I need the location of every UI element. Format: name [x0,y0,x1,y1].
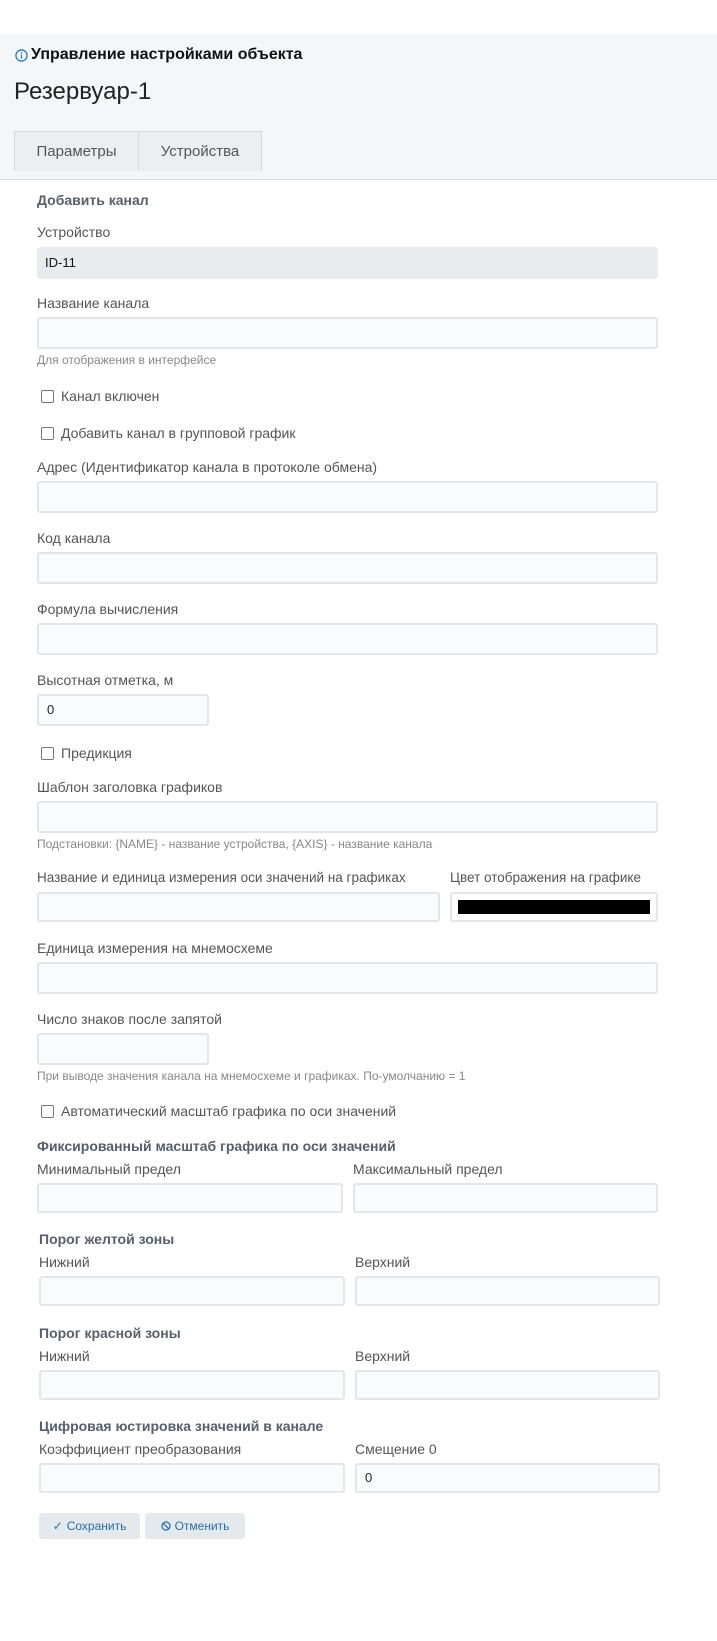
yellow-zone-title: Порог желтой зоны [39,1231,175,1247]
channel-name-hint: Для отображения в интерфейсе [37,353,217,367]
red-high-input[interactable] [355,1370,660,1400]
prediction-label: Предикция [61,745,132,761]
header-title-text: Управление настройками объекта [31,46,303,63]
yellow-high-input[interactable] [355,1276,660,1306]
cancel-button[interactable] [145,1513,245,1539]
auto-scale-checkbox[interactable] [41,1103,396,1119]
fixed-scale-title: Фиксированный масштаб графика по оси значений [37,1138,396,1154]
code-label: Код канала [37,530,111,546]
object-name: Резервуар-1 [14,78,152,105]
yellow-low-input[interactable] [39,1276,345,1306]
section-add-channel: Добавить канал [37,192,149,208]
formula-label: Формула вычисления [37,601,179,617]
min-limit-input[interactable] [37,1183,343,1213]
checkbox-box[interactable] [41,427,54,440]
decimals-label: Число знаков после запятой [37,1011,222,1027]
red-low-label: Нижний [39,1348,90,1364]
checkbox-box[interactable] [41,1105,54,1118]
cancel-button-label: Отменить [174,1519,230,1533]
decimals-hint: При выводе значения канала на мнемосхеме и графиках. По-умолчанию = 1 [37,1069,466,1083]
calibration-title: Цифровая юстировка значений в канале [39,1418,324,1434]
add-to-group-label: Добавить канал в групповой график [61,425,296,441]
red-low-input[interactable] [39,1370,345,1400]
max-limit-input[interactable] [353,1183,658,1213]
yellow-high-label: Верхний [355,1254,411,1270]
checkbox-box[interactable] [41,390,54,403]
offset-input[interactable]: 0 [355,1463,660,1493]
axis-name-label: Название и единица измерения оси значений на графиках [37,870,406,885]
add-to-group-checkbox[interactable] [41,425,296,441]
auto-scale-label: Автоматический масштаб графика по оси значений [61,1103,397,1119]
prediction-checkbox[interactable] [41,745,132,761]
mnemo-unit-label: Единица измерения на мнемосхеме [37,940,273,956]
check-icon: ✓ [52,1519,63,1533]
formula-input[interactable] [37,623,658,655]
device-value: ID-11 [37,247,658,279]
altitude-label: Высотная отметка, м [37,672,174,688]
max-limit-label: Максимальный предел [353,1161,503,1177]
altitude-input[interactable]: 0 [37,694,209,726]
min-limit-label: Минимальный предел [37,1161,181,1177]
channel-enabled-checkbox[interactable] [41,388,159,404]
address-input[interactable] [37,481,658,513]
channel-name-input[interactable] [37,317,658,349]
title-template-label: Шаблон заголовка графиков [37,779,223,795]
red-high-label: Верхний [355,1348,411,1364]
title-template-input[interactable] [37,801,658,833]
header-title [15,46,302,64]
tab-parameters[interactable]: Параметры [14,131,139,171]
info-icon [15,49,28,62]
page-header [0,34,717,180]
code-input[interactable] [37,552,658,584]
decimals-input[interactable] [37,1033,209,1065]
channel-name-label: Название канала [37,295,150,311]
tab-bar [14,131,262,172]
yellow-low-label: Нижний [39,1254,90,1270]
red-zone-title: Порог красной зоны [39,1325,181,1341]
ban-icon [161,1521,171,1531]
title-template-hint: Подстановки: {NAME} - название устройства, {AXIS} - название канала [37,837,433,851]
coef-label: Коэффициент преобразования [39,1441,242,1457]
save-button-label: Сохранить [66,1519,127,1533]
device-label: Устройство [37,224,111,240]
address-label: Адрес (Идентификатор канала в протоколе обмена) [37,459,378,475]
checkbox-box[interactable] [41,747,54,760]
color-picker[interactable] [450,892,658,922]
color-swatch[interactable] [458,900,650,914]
offset-label: Смещение 0 [355,1441,437,1457]
coef-input[interactable] [39,1463,345,1493]
channel-enabled-label: Канал включен [61,388,160,404]
color-label: Цвет отображения на графике [450,870,641,885]
tab-devices[interactable]: Устройства [139,131,262,171]
mnemo-unit-input[interactable] [37,962,658,994]
save-button[interactable] [39,1513,140,1539]
axis-name-input[interactable] [37,892,440,922]
